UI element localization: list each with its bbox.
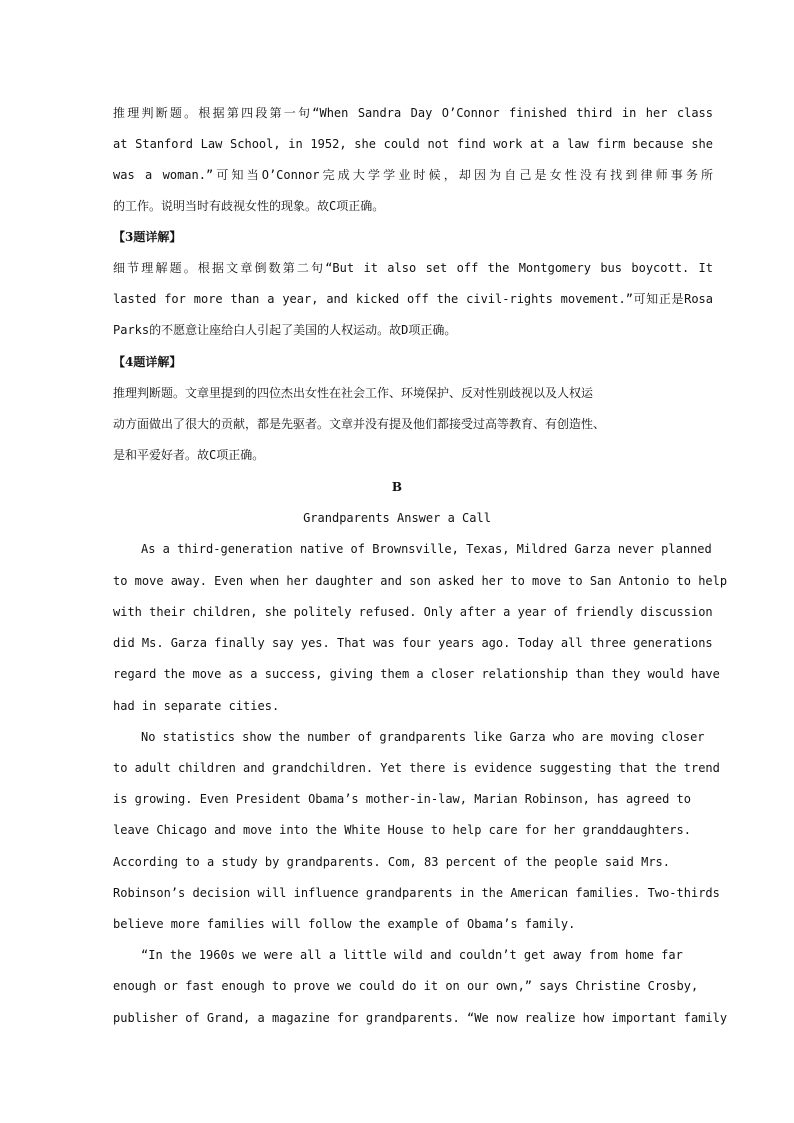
q4-line-2: 动方面做出了很大的贡献，都是先驱者。文章并没有提及他们都接受过高等教育、有创造性、 xyxy=(113,417,606,431)
p3-line-2: enough or fast enough to prove we could do it on our own,” says Christine Crosby, xyxy=(113,979,699,993)
q2-line-4: 的工作。说明当时有歧视女性的现象。故C项正确。 xyxy=(113,199,385,213)
q2-line-2: at Stanford Law School, in 1952, she could not find work at a law firm because she xyxy=(113,137,713,151)
q3-line-3: Parks的不愿意让座给白人引起了美国的人权运动。故D项正确。 xyxy=(113,323,457,337)
q3-line-2: lasted for more than a year, and kicked off the civil-rights movement.”可知正是Rosa xyxy=(113,292,713,306)
p1-line-3: with their children, she politely refused. Only after a year of friendly discussion xyxy=(113,605,713,619)
q4-line-3: 是和平爱好者。故C项正确。 xyxy=(113,448,265,462)
p1-line-5: regard the move as a success, giving them a closer relationship than they would have xyxy=(113,667,720,681)
passage-title: Grandparents Answer a Call xyxy=(303,511,491,525)
p2-line-2: to adult children and grandchildren. Yet there is evidence suggesting that the trend xyxy=(113,761,720,775)
p1-line-1: As a third-generation native of Brownsville, Texas, Mildred Garza never planned xyxy=(141,542,712,556)
q4-heading: 【4题详解】 xyxy=(113,355,182,369)
p2-line-6: Robinson’s decision will influence grandparents in the American families. Two-thirds xyxy=(113,886,720,900)
p2-line-7: believe more families will follow the example of Obama’s family. xyxy=(113,917,576,931)
q2-line-1: 推理判断题。根据第四段第一句“When Sandra Day O’Connor finished third in her class xyxy=(113,106,713,120)
q3-line-1: 细节理解题。根据文章倒数第二句“But it also set off the Montgomery bus boycott. It xyxy=(113,261,713,275)
p1-line-4: did Ms. Garza finally say yes. That was four years ago. Today all three generations xyxy=(113,636,713,650)
p2-line-3: is growing. Even President Obama’s mother-in-law, Marian Robinson, has agreed to xyxy=(113,792,691,806)
p2-line-1: No statistics show the number of grandparents like Garza who are moving closer xyxy=(141,730,705,744)
p2-line-5: According to a study by grandparents. Com, 83 percent of the people said Mrs. xyxy=(113,855,670,869)
p3-line-1: “In the 1960s we were all a little wild and couldn’t get away from home far xyxy=(141,948,683,962)
p3-line-3: publisher of Grand, a magazine for grandparents. “We now realize how important family xyxy=(113,1011,728,1025)
p1-line-6: had in separate cities. xyxy=(113,699,280,713)
q3-heading: 【3题详解】 xyxy=(113,230,182,244)
p1-line-2: to move away. Even when her daughter and son asked her to move to San Antonio to help xyxy=(113,574,728,588)
p2-line-4: leave Chicago and move into the White House to help care for her granddaughters. xyxy=(113,823,691,837)
q4-line-1: 推理判断题。文章里提到的四位杰出女性在社会工作、环境保护、反对性别歧视以及人权运 xyxy=(113,386,594,400)
passage-label: B xyxy=(391,480,403,494)
q2-line-3: was a woman.”可知当O’Connor完成大学学业时候，却因为自己是女性没有找到律师事务所 xyxy=(113,168,713,182)
